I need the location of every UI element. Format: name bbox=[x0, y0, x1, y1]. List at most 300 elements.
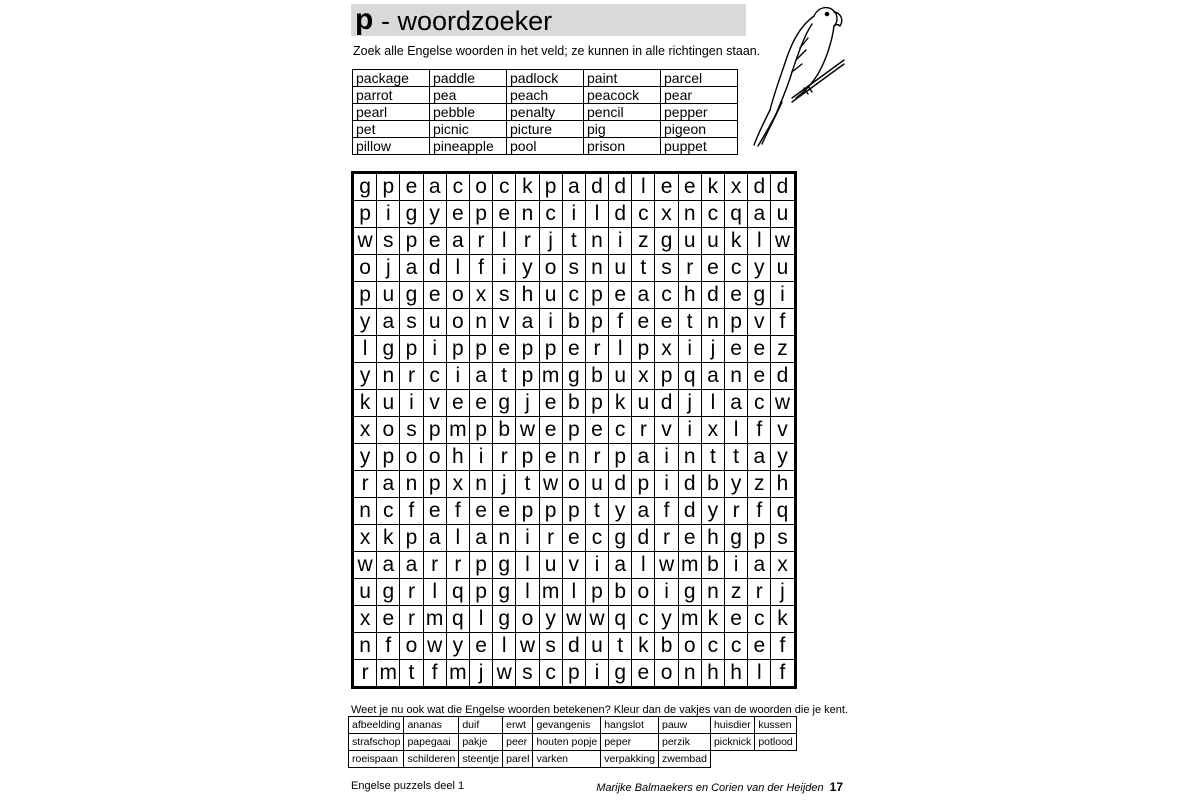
grid-cell[interactable]: l bbox=[493, 228, 516, 255]
grid-cell[interactable]: q bbox=[678, 363, 701, 390]
grid-cell[interactable]: e bbox=[469, 390, 492, 417]
grid-cell[interactable]: e bbox=[585, 417, 608, 444]
grid-cell[interactable]: w bbox=[562, 606, 585, 633]
grid-cell[interactable]: f bbox=[748, 498, 771, 525]
grid-cell[interactable]: s bbox=[539, 633, 562, 660]
grid-cell[interactable]: l bbox=[701, 390, 724, 417]
grid-cell[interactable]: q bbox=[609, 606, 632, 633]
grid-cell[interactable]: y bbox=[423, 201, 446, 228]
grid-cell[interactable]: r bbox=[446, 552, 469, 579]
grid-cell[interactable]: l bbox=[632, 174, 655, 201]
grid-cell[interactable]: e bbox=[655, 174, 678, 201]
grid-cell[interactable]: e bbox=[493, 498, 516, 525]
grid-cell[interactable]: p bbox=[516, 336, 539, 363]
grid-cell[interactable]: p bbox=[585, 579, 608, 606]
grid-cell[interactable]: p bbox=[585, 390, 608, 417]
grid-cell[interactable]: t bbox=[632, 255, 655, 282]
grid-cell[interactable]: g bbox=[562, 363, 585, 390]
grid-cell[interactable]: e bbox=[539, 444, 562, 471]
grid-cell[interactable]: p bbox=[632, 336, 655, 363]
grid-cell[interactable]: e bbox=[539, 417, 562, 444]
translation-cell[interactable]: kussen bbox=[755, 717, 796, 734]
grid-cell[interactable]: p bbox=[446, 336, 469, 363]
grid-cell[interactable]: i bbox=[377, 201, 400, 228]
grid-cell[interactable]: i bbox=[446, 363, 469, 390]
grid-cell[interactable]: i bbox=[585, 660, 608, 687]
grid-cell[interactable]: u bbox=[377, 390, 400, 417]
grid-cell[interactable]: d bbox=[609, 201, 632, 228]
grid-cell[interactable]: n bbox=[701, 579, 724, 606]
grid-cell[interactable]: a bbox=[377, 309, 400, 336]
grid-cell[interactable]: e bbox=[377, 606, 400, 633]
grid-cell[interactable]: t bbox=[400, 660, 423, 687]
grid-cell[interactable]: n bbox=[400, 471, 423, 498]
grid-cell[interactable]: e bbox=[748, 336, 771, 363]
grid-cell[interactable]: x bbox=[771, 552, 794, 579]
grid-cell[interactable]: u bbox=[678, 228, 701, 255]
translation-cell[interactable]: peper bbox=[601, 734, 659, 751]
grid-cell[interactable]: e bbox=[423, 498, 446, 525]
grid-cell[interactable]: y bbox=[446, 633, 469, 660]
grid-cell[interactable]: g bbox=[609, 660, 632, 687]
grid-cell[interactable]: d bbox=[678, 498, 701, 525]
grid-cell[interactable]: e bbox=[400, 174, 423, 201]
grid-cell[interactable]: p bbox=[562, 660, 585, 687]
grid-cell[interactable]: z bbox=[725, 579, 748, 606]
grid-cell[interactable]: a bbox=[748, 201, 771, 228]
translation-cell[interactable]: zwembad bbox=[659, 751, 711, 768]
grid-cell[interactable]: t bbox=[493, 363, 516, 390]
grid-cell[interactable]: o bbox=[354, 255, 377, 282]
grid-cell[interactable]: a bbox=[562, 174, 585, 201]
grid-cell[interactable]: t bbox=[678, 309, 701, 336]
grid-cell[interactable]: c bbox=[725, 633, 748, 660]
grid-cell[interactable]: a bbox=[446, 228, 469, 255]
translation-cell[interactable]: pauw bbox=[659, 717, 711, 734]
grid-cell[interactable]: t bbox=[701, 444, 724, 471]
grid-cell[interactable]: p bbox=[585, 309, 608, 336]
grid-cell[interactable]: l bbox=[446, 255, 469, 282]
grid-cell[interactable]: a bbox=[701, 363, 724, 390]
grid-cell[interactable]: p bbox=[748, 525, 771, 552]
grid-cell[interactable]: a bbox=[725, 390, 748, 417]
grid-cell[interactable]: u bbox=[701, 228, 724, 255]
grid-cell[interactable]: v bbox=[493, 309, 516, 336]
grid-cell[interactable]: b bbox=[655, 633, 678, 660]
grid-cell[interactable]: f bbox=[655, 498, 678, 525]
grid-cell[interactable]: h bbox=[701, 660, 724, 687]
grid-cell[interactable]: n bbox=[469, 309, 492, 336]
grid-cell[interactable]: n bbox=[377, 363, 400, 390]
grid-cell[interactable]: e bbox=[609, 282, 632, 309]
grid-cell[interactable]: c bbox=[748, 390, 771, 417]
grid-cell[interactable]: c bbox=[423, 363, 446, 390]
grid-cell[interactable]: s bbox=[400, 309, 423, 336]
grid-cell[interactable]: e bbox=[725, 336, 748, 363]
grid-cell[interactable]: i bbox=[655, 579, 678, 606]
grid-cell[interactable]: i bbox=[400, 390, 423, 417]
translation-cell[interactable]: parel bbox=[503, 751, 533, 768]
grid-cell[interactable]: p bbox=[562, 498, 585, 525]
translation-cell[interactable]: duif bbox=[459, 717, 503, 734]
grid-cell[interactable]: b bbox=[701, 471, 724, 498]
grid-cell[interactable]: o bbox=[400, 444, 423, 471]
grid-cell[interactable]: c bbox=[539, 660, 562, 687]
grid-cell[interactable]: j bbox=[678, 390, 701, 417]
grid-cell[interactable]: y bbox=[354, 363, 377, 390]
grid-cell[interactable]: d bbox=[771, 174, 794, 201]
grid-cell[interactable]: o bbox=[632, 579, 655, 606]
grid-cell[interactable]: i bbox=[562, 201, 585, 228]
grid-cell[interactable]: f bbox=[377, 633, 400, 660]
grid-cell[interactable]: i bbox=[655, 471, 678, 498]
grid-cell[interactable]: d bbox=[701, 282, 724, 309]
grid-cell[interactable]: a bbox=[632, 444, 655, 471]
grid-cell[interactable]: x bbox=[632, 363, 655, 390]
grid-cell[interactable]: d bbox=[748, 174, 771, 201]
grid-cell[interactable]: u bbox=[609, 255, 632, 282]
translation-cell[interactable]: papegaai bbox=[404, 734, 459, 751]
translation-cell[interactable]: gevangenis bbox=[533, 717, 601, 734]
grid-cell[interactable]: g bbox=[377, 336, 400, 363]
grid-cell[interactable]: d bbox=[678, 471, 701, 498]
grid-cell[interactable]: y bbox=[725, 471, 748, 498]
grid-cell[interactable]: x bbox=[354, 417, 377, 444]
grid-cell[interactable]: y bbox=[539, 606, 562, 633]
grid-cell[interactable]: n bbox=[678, 660, 701, 687]
grid-cell[interactable]: l bbox=[585, 201, 608, 228]
grid-cell[interactable]: l bbox=[632, 552, 655, 579]
grid-cell[interactable]: t bbox=[725, 444, 748, 471]
grid-cell[interactable]: s bbox=[655, 255, 678, 282]
grid-cell[interactable]: e bbox=[446, 201, 469, 228]
grid-cell[interactable]: x bbox=[354, 525, 377, 552]
grid-cell[interactable]: b bbox=[701, 552, 724, 579]
grid-cell[interactable]: i bbox=[678, 417, 701, 444]
grid-cell[interactable]: c bbox=[701, 201, 724, 228]
grid-cell[interactable]: n bbox=[678, 201, 701, 228]
grid-cell[interactable]: q bbox=[446, 606, 469, 633]
grid-cell[interactable]: b bbox=[562, 390, 585, 417]
grid-cell[interactable]: n bbox=[725, 363, 748, 390]
grid-cell[interactable]: d bbox=[655, 390, 678, 417]
grid-cell[interactable]: o bbox=[516, 606, 539, 633]
grid-cell[interactable]: a bbox=[400, 255, 423, 282]
grid-cell[interactable]: r bbox=[585, 444, 608, 471]
grid-cell[interactable]: e bbox=[423, 282, 446, 309]
grid-cell[interactable]: u bbox=[377, 282, 400, 309]
grid-cell[interactable]: w bbox=[423, 633, 446, 660]
grid-cell[interactable]: k bbox=[516, 174, 539, 201]
grid-cell[interactable]: g bbox=[493, 606, 516, 633]
grid-cell[interactable]: i bbox=[423, 336, 446, 363]
grid-cell[interactable]: a bbox=[632, 282, 655, 309]
translation-cell[interactable]: perzik bbox=[659, 734, 711, 751]
grid-cell[interactable]: c bbox=[493, 174, 516, 201]
grid-cell[interactable]: m bbox=[678, 552, 701, 579]
grid-cell[interactable]: g bbox=[655, 228, 678, 255]
grid-cell[interactable]: y bbox=[655, 606, 678, 633]
grid-cell[interactable]: m bbox=[377, 660, 400, 687]
grid-cell[interactable]: i bbox=[725, 552, 748, 579]
grid-cell[interactable]: r bbox=[400, 363, 423, 390]
grid-cell[interactable]: i bbox=[516, 525, 539, 552]
grid-cell[interactable]: t bbox=[585, 498, 608, 525]
grid-cell[interactable]: a bbox=[748, 444, 771, 471]
grid-cell[interactable]: t bbox=[516, 471, 539, 498]
grid-cell[interactable]: o bbox=[377, 417, 400, 444]
grid-cell[interactable]: k bbox=[609, 390, 632, 417]
grid-cell[interactable]: q bbox=[771, 498, 794, 525]
grid-cell[interactable]: j bbox=[539, 228, 562, 255]
grid-cell[interactable]: i bbox=[539, 309, 562, 336]
grid-cell[interactable]: r bbox=[655, 525, 678, 552]
grid-cell[interactable]: e bbox=[725, 282, 748, 309]
grid-cell[interactable]: w bbox=[539, 471, 562, 498]
grid-cell[interactable]: r bbox=[678, 255, 701, 282]
grid-cell[interactable]: p bbox=[609, 444, 632, 471]
grid-cell[interactable]: k bbox=[771, 606, 794, 633]
grid-cell[interactable]: g bbox=[377, 579, 400, 606]
grid-cell[interactable]: g bbox=[725, 525, 748, 552]
grid-cell[interactable]: b bbox=[562, 309, 585, 336]
grid-cell[interactable]: a bbox=[423, 525, 446, 552]
grid-cell[interactable]: u bbox=[771, 201, 794, 228]
grid-cell[interactable]: e bbox=[678, 525, 701, 552]
grid-cell[interactable]: l bbox=[423, 579, 446, 606]
grid-cell[interactable]: m bbox=[678, 606, 701, 633]
grid-cell[interactable]: p bbox=[400, 228, 423, 255]
grid-cell[interactable]: m bbox=[446, 660, 469, 687]
grid-cell[interactable]: p bbox=[469, 201, 492, 228]
grid-cell[interactable]: o bbox=[446, 282, 469, 309]
grid-cell[interactable]: p bbox=[725, 309, 748, 336]
grid-cell[interactable]: k bbox=[701, 606, 724, 633]
grid-cell[interactable]: e bbox=[725, 606, 748, 633]
grid-cell[interactable]: s bbox=[493, 282, 516, 309]
grid-cell[interactable]: l bbox=[748, 660, 771, 687]
grid-cell[interactable]: e bbox=[469, 633, 492, 660]
grid-cell[interactable]: x bbox=[469, 282, 492, 309]
grid-cell[interactable]: b bbox=[585, 363, 608, 390]
grid-cell[interactable]: c bbox=[446, 174, 469, 201]
grid-cell[interactable]: d bbox=[609, 174, 632, 201]
grid-cell[interactable]: p bbox=[400, 336, 423, 363]
translation-cell[interactable]: steentje bbox=[459, 751, 503, 768]
grid-cell[interactable]: p bbox=[400, 525, 423, 552]
grid-cell[interactable]: k bbox=[377, 525, 400, 552]
grid-cell[interactable]: g bbox=[400, 201, 423, 228]
grid-cell[interactable]: i bbox=[655, 444, 678, 471]
grid-cell[interactable]: k bbox=[701, 174, 724, 201]
grid-cell[interactable]: f bbox=[400, 498, 423, 525]
grid-cell[interactable]: j bbox=[516, 390, 539, 417]
grid-cell[interactable]: p bbox=[423, 417, 446, 444]
grid-cell[interactable]: n bbox=[516, 201, 539, 228]
grid-cell[interactable]: p bbox=[516, 498, 539, 525]
grid-cell[interactable]: p bbox=[354, 201, 377, 228]
grid-cell[interactable]: u bbox=[423, 309, 446, 336]
grid-cell[interactable]: p bbox=[539, 336, 562, 363]
grid-cell[interactable]: o bbox=[655, 660, 678, 687]
grid-cell[interactable]: n bbox=[585, 228, 608, 255]
translation-cell[interactable]: varken bbox=[533, 751, 601, 768]
grid-cell[interactable]: p bbox=[469, 579, 492, 606]
grid-cell[interactable]: z bbox=[771, 336, 794, 363]
grid-cell[interactable]: u bbox=[539, 282, 562, 309]
grid-cell[interactable]: o bbox=[446, 309, 469, 336]
grid-cell[interactable]: d bbox=[585, 174, 608, 201]
grid-cell[interactable]: x bbox=[655, 201, 678, 228]
grid-cell[interactable]: s bbox=[771, 525, 794, 552]
grid-cell[interactable]: n bbox=[469, 471, 492, 498]
grid-cell[interactable]: u bbox=[609, 363, 632, 390]
translation-cell[interactable]: afbeelding bbox=[349, 717, 404, 734]
grid-cell[interactable]: y bbox=[354, 309, 377, 336]
grid-cell[interactable]: c bbox=[585, 525, 608, 552]
grid-cell[interactable]: a bbox=[400, 552, 423, 579]
grid-cell[interactable]: d bbox=[771, 363, 794, 390]
grid-cell[interactable]: g bbox=[493, 552, 516, 579]
grid-cell[interactable]: r bbox=[354, 660, 377, 687]
grid-cell[interactable]: a bbox=[609, 552, 632, 579]
grid-cell[interactable]: p bbox=[585, 282, 608, 309]
grid-cell[interactable]: h bbox=[446, 444, 469, 471]
grid-cell[interactable]: g bbox=[354, 174, 377, 201]
grid-cell[interactable]: w bbox=[354, 228, 377, 255]
grid-cell[interactable]: i bbox=[609, 228, 632, 255]
grid-cell[interactable]: n bbox=[585, 255, 608, 282]
grid-cell[interactable]: a bbox=[748, 552, 771, 579]
grid-cell[interactable]: c bbox=[562, 282, 585, 309]
grid-cell[interactable]: i bbox=[493, 255, 516, 282]
grid-cell[interactable]: d bbox=[609, 471, 632, 498]
grid-cell[interactable]: e bbox=[493, 336, 516, 363]
grid-cell[interactable]: p bbox=[516, 363, 539, 390]
grid-cell[interactable]: r bbox=[493, 444, 516, 471]
grid-cell[interactable]: g bbox=[609, 525, 632, 552]
grid-cell[interactable]: t bbox=[562, 228, 585, 255]
grid-cell[interactable]: w bbox=[516, 417, 539, 444]
grid-cell[interactable]: j bbox=[771, 579, 794, 606]
grid-cell[interactable]: r bbox=[423, 552, 446, 579]
grid-cell[interactable]: p bbox=[377, 174, 400, 201]
translation-cell[interactable]: houten popje bbox=[533, 734, 601, 751]
grid-cell[interactable]: s bbox=[400, 417, 423, 444]
grid-cell[interactable]: e bbox=[493, 201, 516, 228]
grid-cell[interactable]: h bbox=[701, 525, 724, 552]
grid-cell[interactable]: w bbox=[771, 390, 794, 417]
translation-cell[interactable]: huisdier bbox=[710, 717, 754, 734]
grid-cell[interactable]: r bbox=[354, 471, 377, 498]
grid-cell[interactable]: g bbox=[748, 282, 771, 309]
grid-cell[interactable]: e bbox=[748, 633, 771, 660]
grid-cell[interactable]: o bbox=[423, 444, 446, 471]
grid-cell[interactable]: f bbox=[771, 633, 794, 660]
grid-cell[interactable]: j bbox=[701, 336, 724, 363]
grid-cell[interactable]: r bbox=[725, 498, 748, 525]
grid-cell[interactable]: c bbox=[748, 606, 771, 633]
grid-cell[interactable]: r bbox=[539, 525, 562, 552]
grid-cell[interactable]: f bbox=[423, 660, 446, 687]
grid-cell[interactable]: r bbox=[516, 228, 539, 255]
grid-cell[interactable]: a bbox=[377, 471, 400, 498]
grid-cell[interactable]: g bbox=[400, 282, 423, 309]
grid-cell[interactable]: o bbox=[562, 471, 585, 498]
grid-cell[interactable]: e bbox=[678, 174, 701, 201]
grid-cell[interactable]: e bbox=[655, 309, 678, 336]
grid-cell[interactable]: f bbox=[771, 660, 794, 687]
grid-cell[interactable]: l bbox=[446, 525, 469, 552]
grid-cell[interactable]: s bbox=[377, 228, 400, 255]
grid-cell[interactable]: w bbox=[585, 606, 608, 633]
grid-cell[interactable]: u bbox=[632, 390, 655, 417]
grid-cell[interactable]: y bbox=[354, 444, 377, 471]
grid-cell[interactable]: p bbox=[562, 417, 585, 444]
grid-cell[interactable]: z bbox=[748, 471, 771, 498]
grid-cell[interactable]: l bbox=[469, 606, 492, 633]
grid-cell[interactable]: q bbox=[446, 579, 469, 606]
translation-cell[interactable]: hangslot bbox=[601, 717, 659, 734]
grid-cell[interactable]: g bbox=[493, 390, 516, 417]
grid-cell[interactable]: w bbox=[516, 633, 539, 660]
grid-cell[interactable]: a bbox=[516, 309, 539, 336]
grid-cell[interactable]: c bbox=[632, 606, 655, 633]
grid-cell[interactable]: y bbox=[748, 255, 771, 282]
grid-cell[interactable]: r bbox=[469, 228, 492, 255]
grid-cell[interactable]: v bbox=[748, 309, 771, 336]
grid-cell[interactable]: p bbox=[539, 174, 562, 201]
grid-cell[interactable]: c bbox=[725, 255, 748, 282]
grid-cell[interactable]: n bbox=[562, 444, 585, 471]
grid-cell[interactable]: r bbox=[585, 336, 608, 363]
grid-cell[interactable]: g bbox=[493, 579, 516, 606]
grid-cell[interactable]: p bbox=[469, 552, 492, 579]
grid-cell[interactable]: l bbox=[516, 579, 539, 606]
translation-cell[interactable]: potlood bbox=[755, 734, 796, 751]
grid-cell[interactable]: f bbox=[771, 309, 794, 336]
grid-cell[interactable]: e bbox=[469, 498, 492, 525]
grid-cell[interactable]: i bbox=[469, 444, 492, 471]
grid-cell[interactable]: r bbox=[400, 579, 423, 606]
grid-cell[interactable]: s bbox=[516, 660, 539, 687]
grid-cell[interactable]: p bbox=[469, 417, 492, 444]
grid-cell[interactable]: x bbox=[701, 417, 724, 444]
grid-cell[interactable]: p bbox=[632, 471, 655, 498]
grid-cell[interactable]: d bbox=[562, 633, 585, 660]
grid-cell[interactable]: e bbox=[423, 228, 446, 255]
translation-cell[interactable]: pakje bbox=[459, 734, 503, 751]
grid-cell[interactable]: v bbox=[655, 417, 678, 444]
grid-cell[interactable]: l bbox=[516, 552, 539, 579]
grid-cell[interactable]: u bbox=[585, 471, 608, 498]
grid-cell[interactable]: e bbox=[562, 336, 585, 363]
grid-cell[interactable]: x bbox=[446, 471, 469, 498]
grid-cell[interactable]: u bbox=[771, 255, 794, 282]
grid-cell[interactable]: j bbox=[377, 255, 400, 282]
grid-cell[interactable]: a bbox=[469, 363, 492, 390]
translation-cell[interactable]: strafschop bbox=[349, 734, 404, 751]
grid-cell[interactable]: h bbox=[771, 471, 794, 498]
grid-cell[interactable]: t bbox=[609, 633, 632, 660]
grid-cell[interactable]: n bbox=[493, 525, 516, 552]
translation-cell[interactable]: peer bbox=[503, 734, 533, 751]
grid-cell[interactable]: d bbox=[632, 525, 655, 552]
grid-cell[interactable]: i bbox=[585, 552, 608, 579]
grid-cell[interactable]: n bbox=[701, 309, 724, 336]
grid-cell[interactable]: c bbox=[655, 282, 678, 309]
grid-cell[interactable]: b bbox=[493, 417, 516, 444]
